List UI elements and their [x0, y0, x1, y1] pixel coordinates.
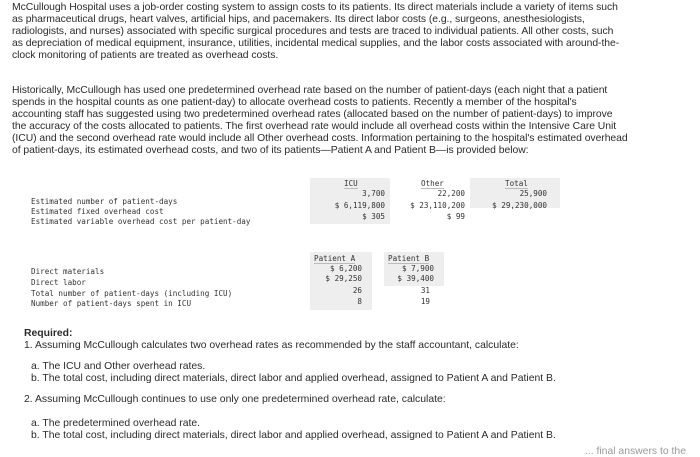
col-header-patient-b: Patient B	[388, 254, 430, 263]
icu-fixed-overhead: $ 6,119,800	[334, 201, 385, 210]
row-label: Direct labor	[31, 278, 86, 287]
question-1: 1. Assuming McCullough calculates two overhead rates as recommended by the staff accountant, calculate:	[24, 340, 519, 351]
history-line: Historically, McCullough has used one predetermined overhead rate based on the number of patient-days (each night that a patient	[12, 85, 608, 96]
history-line: of patient-days, its estimated overhead costs, and two of its patients—Patient A and Patient B—is provided below:	[12, 145, 529, 157]
intro-paragraph	[12, 2, 692, 62]
question-2: 2. Assuming McCullough continues to use only one predetermined overhead rate, calculate:	[24, 394, 446, 405]
patient-b-total-days: 31	[420, 286, 430, 295]
history-line: (ICU) and the second overhead rate would include all Other overhead costs. Information pertaining to the hospital's estimated overhead	[12, 133, 628, 145]
icu-patient-days: 3,700	[362, 189, 385, 198]
patient-a-direct-materials: $ 6,200	[329, 264, 362, 273]
question-1b: b. The total cost, including direct materials, direct labor and applied overhead, assigned to Patient A and Patient B.	[31, 373, 556, 384]
row-label: Estimated variable overhead cost per patient-day	[31, 217, 251, 226]
row-label: Estimated fixed overhead cost	[31, 207, 164, 216]
col-header-patient-a: Patient A	[314, 254, 356, 263]
patient-b-direct-materials: $ 7,900	[401, 264, 434, 273]
row-label: Number of patient-days spent in ICU	[31, 299, 192, 308]
history-line: the accuracy of the costs allocated to patients. The first overhead rate would include all overhead costs within the Intensive Care Unit	[12, 121, 617, 133]
total-fixed-overhead: $ 29,230,000	[492, 201, 547, 210]
history-line: accounting staff has suggested using two predetermined overhead rates (allocated based on the number of patient-days) to improve	[12, 109, 613, 121]
row-label: Total number of patient-days (including ICU)	[31, 289, 233, 298]
other-patient-days: 22,200	[437, 189, 465, 198]
col-header-total: Total	[505, 179, 528, 188]
patient-b-icu-days: 19	[420, 297, 430, 306]
intro-line: clock monitoring of patients are treated as overhead costs.	[12, 50, 279, 62]
history-paragraph	[12, 85, 692, 158]
patient-a-total-days: 26	[352, 286, 362, 295]
intro-line: as depreciation of medical equipment, insurance, utilities, incidental medical supplies, and the labor costs associated with around-the-	[12, 38, 620, 50]
col-header-icu: ICU	[344, 179, 358, 188]
question-1a: a. The ICU and Other overhead rates.	[31, 361, 206, 372]
cutoff-text: ... final answers to the	[584, 446, 686, 457]
intro-line: radiologists, and nurses) associated with specific surgical procedures and tests are traced to individual patients. All other costs, such	[12, 26, 614, 38]
total-patient-days: 25,900	[519, 189, 547, 198]
history-line: spends in the hospital counts as one patient-day) to allocate overhead costs to patients. Recently a member of the hospital's	[12, 97, 577, 109]
patient-a-icu-days: 8	[357, 297, 362, 306]
intro-line: McCullough Hospital uses a job-order costing system to assign costs to its patients. Its direct materials include a variety of items such	[12, 2, 618, 13]
row-label: Direct materials	[31, 267, 105, 276]
row-label: Estimated number of patient-days	[31, 197, 178, 206]
question-2a: a. The predetermined overhead rate.	[31, 418, 201, 429]
patient-b-direct-labor: $ 39,400	[397, 274, 434, 283]
required-heading: Required:	[24, 328, 73, 339]
question-2b: b. The total cost, including direct materials, direct labor and applied overhead, assigned to Patient A and Patient B.	[31, 430, 556, 441]
icu-variable-rate: $ 305	[362, 212, 385, 221]
col-header-other: Other	[421, 179, 444, 188]
intro-line: as pharmaceutical drugs, heart valves, artificial hips, and pacemakers. Its direct labor costs (e.g., surgeons, anesthesiologists,	[12, 14, 585, 26]
other-fixed-overhead: $ 23,110,200	[410, 201, 465, 210]
other-variable-rate: $ 99	[446, 212, 465, 221]
patient-a-direct-labor: $ 29,250	[325, 274, 362, 283]
